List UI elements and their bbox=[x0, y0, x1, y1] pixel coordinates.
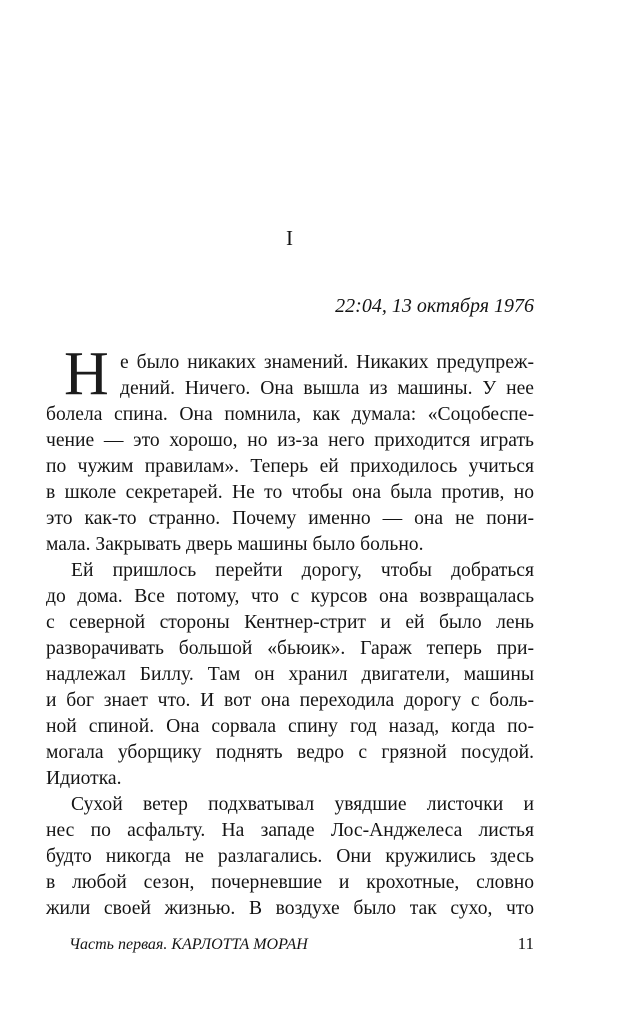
text-line: Идиотка. bbox=[46, 768, 122, 789]
text-line: в школе секретарей. Не то чтобы она была против, но bbox=[46, 482, 534, 503]
text-line: с северной стороны Кентнер-стрит и ей было лень bbox=[46, 612, 534, 633]
text-line: Ей пришлось перейти дорогу, чтобы добраться bbox=[71, 560, 534, 581]
text-line: надлежал Биллу. Там он хранил двигатели, машины bbox=[46, 664, 534, 685]
page-footer bbox=[46, 933, 534, 956]
text-line: и бог знает что. И вот она переходила дорогу с боль- bbox=[46, 690, 534, 711]
text-line: до дома. Все потому, что с курсов она возвращалась bbox=[46, 586, 534, 607]
text-line: разворачивать большой «бьюик». Гараж теперь при- bbox=[46, 638, 534, 659]
text-line: по чужим правилам». Теперь ей приходилось учиться bbox=[46, 456, 534, 477]
paragraph bbox=[46, 558, 534, 792]
text-line: это как-то странно. Почему именно — она не пони- bbox=[46, 508, 534, 529]
text-line: ной спиной. Она сорвала спину год назад, когда по- bbox=[46, 716, 534, 737]
text-line: жили своей жизнью. В воздухе было так сухо, что bbox=[46, 898, 534, 919]
paragraph bbox=[46, 792, 534, 922]
page-number: 11 bbox=[517, 934, 534, 953]
text-line: будто никогда не разлагались. Они кружились здесь bbox=[46, 846, 534, 867]
chapter-heading: I bbox=[286, 226, 294, 250]
body-text bbox=[46, 340, 534, 922]
text-line: е было никаких знамений. Никаких предупреж- bbox=[120, 352, 534, 373]
text-line: болела спина. Она помнила, как думала: «Соцобеспе- bbox=[46, 404, 534, 425]
drop-cap: Н bbox=[64, 340, 109, 408]
text-line: в любой сезон, почерневшие и крохотные, словно bbox=[46, 872, 534, 893]
text-line: чение — это хорошо, но из-за него приходится играть bbox=[46, 430, 534, 451]
dateline: 22:04, 13 октября 1976 bbox=[335, 295, 534, 317]
text-line: Сухой ветер подхватывал увядшие листочки и bbox=[71, 794, 534, 815]
text-line: дений. Ничего. Она вышла из машины. У нее bbox=[120, 378, 534, 399]
running-title: Часть первая. КАРЛОТТА МОРАН bbox=[69, 936, 308, 953]
text-line: могала уборщику поднять ведро с грязной посудой. bbox=[46, 742, 534, 763]
paragraph bbox=[46, 340, 534, 558]
text-line: мала. Закрывать дверь машины было больно. bbox=[46, 534, 424, 555]
text-line: нес по асфальту. На западе Лос-Анджелеса листья bbox=[46, 820, 534, 841]
